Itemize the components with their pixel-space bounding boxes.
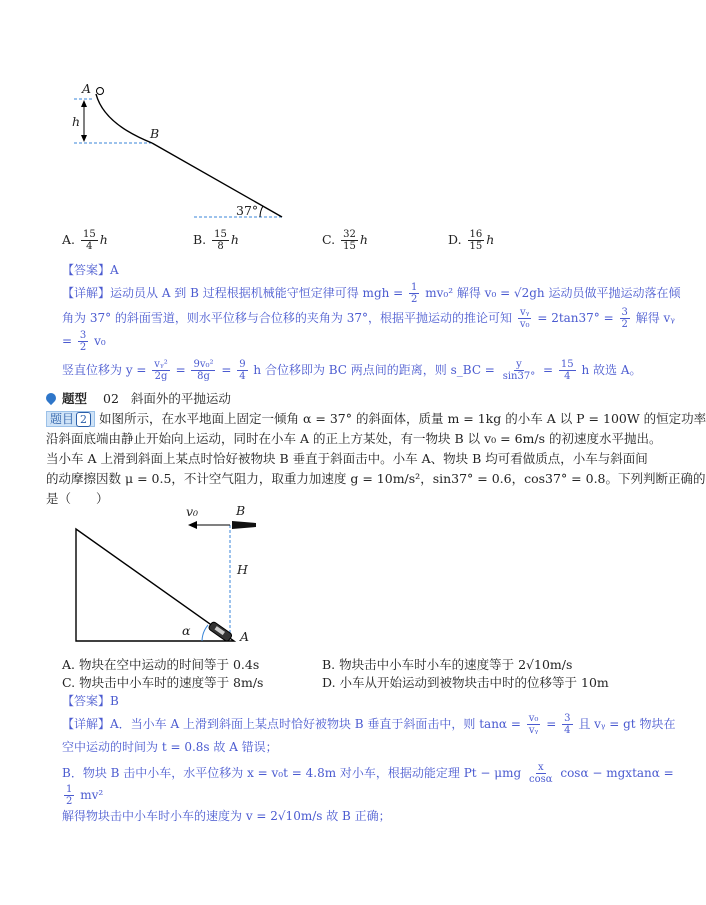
question-tag: 题目 2 (46, 411, 95, 427)
q1-option-a: A. $\frac{15}{4}$ h (62, 229, 108, 252)
location-pin-icon (44, 391, 58, 405)
q2-option-d: D. 小车从开始运动到被物块击中时的位移等于 10m (322, 675, 609, 690)
figure-incline-projectile (70, 505, 260, 650)
q2-detail-line1: 【详解】A．当小车 A 上滑到斜面上某点时恰好被物块 B 垂直于斜面击中，则 tanα = $\frac{\text{v₀}}{\text{vᵧ}}$ = $\frac{3}{4}$ 且 vᵧ = gt 物块在 (62, 713, 676, 736)
figure2-label-H: H (237, 562, 248, 577)
figure1-label-B: B (150, 126, 160, 141)
figure1-angle-label: 37° (236, 203, 259, 218)
figure2-label-v0: v₀ (186, 504, 199, 519)
q2-detail-line3: B．物块 B 击中小车，水平位移为 x = v₀t = 4.8m 对小车，根据动能定理 Pt − μmg $\frac{x}{\cos\alpha}$ cosα − mgxtanα = (62, 762, 674, 785)
q1-detail-line3: = $\frac{3}{2}$ v₀ (62, 330, 106, 353)
figure1-label-A: A (82, 81, 92, 96)
q1-detail-line4: 竖直位移为 y = $\frac{\text{vᵧ²}}{2g}$ = $\frac{\text{9v₀²}}{8g}$ = $\frac{9}{4}$ h 合位移即为 BC 两点间的距离，则 s_BC = $\frac{y}{\sin 37^\circ}$ = $\frac{15}{4}$ h 故选 A。 (62, 359, 642, 382)
q1-option-d: D. $\frac{16}{15}$ h (448, 229, 495, 252)
q2-line4: 的动摩擦因数 μ = 0.5，不计空气阻力，取重力加速度 g = 10m/s²，sin37° = 0.6，cos37° = 0.8。下列判断正确的 (46, 471, 706, 486)
q2-option-b: B. 物块击中小车时小车的速度等于 2√10m/s (322, 657, 573, 672)
section-number: 02 (103, 390, 119, 406)
figure-ski-slope (60, 80, 300, 225)
figure1-label-h: h (72, 114, 81, 129)
q2-line1: 题目 2 如图所示，在水平地面上固定一倾角 α = 37° 的斜面体，质量 m = 1kg 的小车 A 以 P = 100W 的恒定功率 (46, 411, 706, 428)
q2-line2: 沿斜面底端由静止开始向上运动，同时在小车 A 的正上方某处，有一物块 B 以 v₀ = 6m/s 的初速度水平抛出。 (46, 431, 662, 446)
q1-option-c: C. $\frac{32}{15}$ h (322, 229, 368, 252)
figure2-label-B: B (236, 503, 246, 518)
q1-detail-line2: 角为 37° 的斜面雪道，则水平位移与合位移的夹角为 37°，根据平抛运动的推论可知 $\frac{\text{vᵧ}}{\text{v₀}}$ = 2tan37° = $\frac{3}{2}$ 解得 vᵧ (62, 307, 675, 330)
q1-detail-line1: 【详解】运动员从 A 到 B 过程根据机械能守恒定律可得 mgh = $\frac{1}{2}$ mv₀² 解得 v₀ = √2gh 运动员做平抛运动落在倾 (62, 282, 681, 305)
q2-detail-line5: 解得物块击中小车时小车的速度为 v = 2√10m/s 故 B 正确； (62, 809, 391, 823)
q2-detail-line2: 空中运动的时间为 t = 0.8s 故 A 错误； (62, 740, 278, 754)
question-number: 2 (76, 412, 91, 427)
q2-detail-line4: $\frac{1}{2}$ mv² (66, 784, 104, 807)
figure2-label-alpha: α (182, 623, 191, 638)
q2-line5: 是（ ） (46, 491, 109, 506)
q1-option-b: B. $\frac{15}{8}$ h (193, 229, 239, 252)
q2-option-c: C. 物块击中小车时的速度等于 8m/s (62, 675, 264, 690)
q1-answer: 【答案】A (62, 263, 119, 277)
section-header (46, 389, 231, 407)
figure2-label-A: A (240, 629, 250, 644)
q2-line3: 当小车 A 上滑到斜面上某点时恰好被物块 B 垂直于斜面击中。小车 A、物块 B 均可看做质点，小车与斜面间 (46, 451, 648, 466)
q2-option-a: A. 物块在空中运动的时间等于 0.4s (62, 657, 260, 672)
section-tag: 题型 (62, 391, 88, 406)
section-title: 斜面外的平抛运动 (130, 391, 231, 406)
q2-answer: 【答案】B (62, 694, 119, 708)
